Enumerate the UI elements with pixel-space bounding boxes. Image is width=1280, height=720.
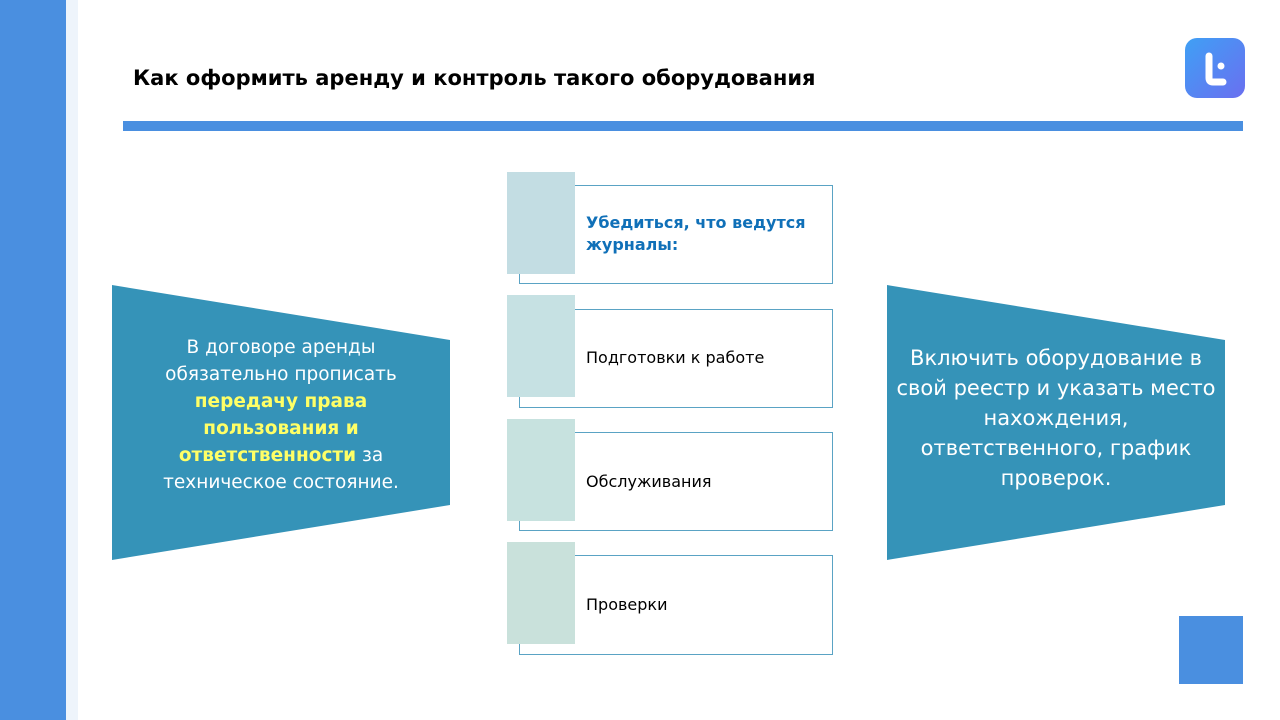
step-label: Подготовки к работе: [586, 348, 765, 367]
slide-title: Как оформить аренду и контроль такого оборудования: [133, 66, 816, 90]
brand-logo-icon: [1185, 38, 1245, 98]
step-square: [507, 419, 575, 521]
left-accent-band: [0, 0, 66, 720]
step-square: [507, 295, 575, 397]
rental-contract-line: обязательно прописать: [165, 364, 397, 385]
step-maintenance: [507, 419, 834, 531]
rental-contract-line: В договоре аренды: [186, 337, 376, 358]
rental-contract-highlight: передачу права: [194, 391, 368, 412]
step-label: Проверки: [586, 595, 668, 614]
step-preparation: [507, 295, 834, 408]
rental-contract-line: техническое состояние.: [163, 472, 399, 493]
rental-contract-text: за: [356, 445, 384, 466]
step-label: Обслуживания: [586, 472, 712, 491]
title-underline: [123, 121, 1243, 131]
step-label: Убедиться, что ведутся журналы:: [586, 213, 806, 254]
registry-text: Включить оборудование в свой реестр и указать место нахождения, ответственного, график проверок.: [896, 345, 1216, 490]
registry-box: [887, 285, 1225, 560]
left-accent-strip: [66, 0, 78, 720]
step-inspection: [507, 542, 834, 655]
corner-decoration: [1179, 616, 1243, 684]
rental-contract-highlight: пользования и: [203, 418, 359, 439]
rental-contract-box: [112, 285, 450, 560]
step-square: [507, 542, 575, 644]
rental-contract-highlight: ответственности: [178, 445, 357, 466]
step-square: [507, 172, 575, 274]
step-journals: [507, 172, 834, 284]
